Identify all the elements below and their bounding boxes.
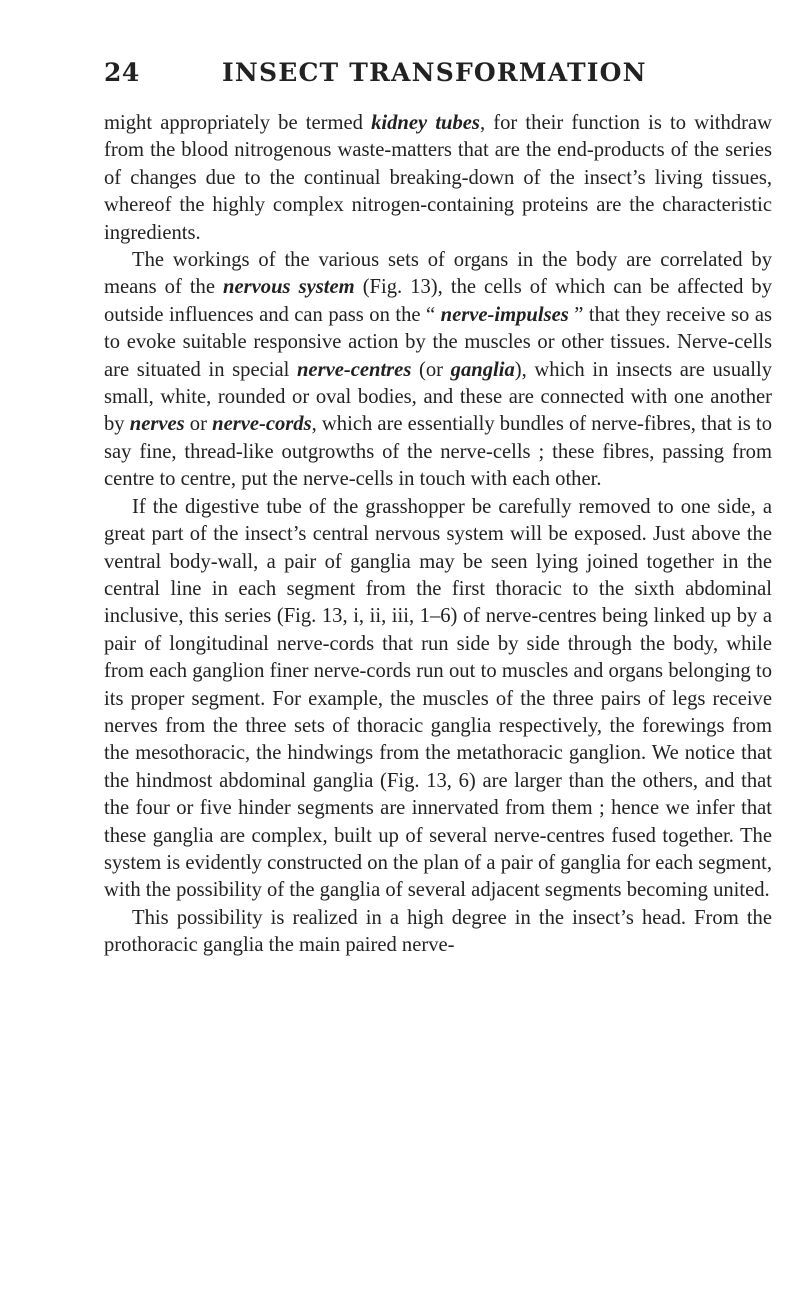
p2-text-b: (Fig. 13), the cells of which can be affected by outside influences and can pass on the “: [104, 276, 773, 326]
term-kidney-tubes: kidney tubes: [371, 112, 480, 134]
book-page: [104, 58, 772, 960]
running-title: INSECT TRANSFORMATION: [222, 58, 647, 87]
p2-text-e: ), which in insects are usually small, white, rounded or oval bodies, and these are connected with one another by: [104, 358, 773, 436]
p2-text-c: ” that they receive so as to evoke suitable responsive action by the muscles or other tissues. Nerve-cells are situated in special: [104, 303, 772, 381]
paragraph-3: If the digestive tube of the grasshopper be carefully removed to one side, a great part of the insect’s central nervous system will be exposed. Just above the ventral body-wall, a pair of ganglia may be seen lying joined together in the central line in each segment from the first thoracic to the sixth abdominal inclusive, this series (Fig. 13, i, ii, iii, 1–6) of nerve-centres being linked up by a pair of longitudinal nerve-cords that run side by side through the body, while from each ganglion finer nerve-cords run out to muscles and organs belonging to its proper segment. For example, the muscles of the three pairs of legs receive nerves from the three sets of thoracic ganglia respectively, the forewings from the mesothoracic, the hindwings from the metathoracic ganglion. We notice that the hindmost abdominal ganglia (Fig. 13, 6) are larger than the others, and that the four or five hinder segments are innervated from them ; hence we infer that these ganglia are complex, built up of several nerve-centres fused together. The system is evidently constructed on the plan of a pair of ganglia for each segment, with the possibility of the ganglia of several adjacent segments becoming united.: [104, 495, 772, 902]
p2-text-f: or: [184, 413, 213, 436]
body-text: [104, 110, 772, 960]
term-nervous-system: nervous system: [223, 276, 355, 299]
term-ganglia: ganglia: [450, 358, 515, 381]
p1-text-a: might appropriately be termed: [104, 112, 372, 134]
p2-text-a: The workings of the various sets of organs in the body are correlated by means of the: [104, 249, 772, 299]
paragraph-4: This possibility is realized in a high degree in the insect’s head. From the prothoracic ganglia the main paired nerve-: [104, 906, 772, 957]
p2-text-g: , which are essentially bundles of nerve-fibres, that is to say fine, thread-like outgrowths of the nerve-cells ; these fibres, passing from centre to centre, put the nerve-cells in touch with each other.: [104, 413, 772, 491]
term-nerve-centres: nerve-centres: [296, 358, 412, 381]
term-nerve-impulses: nerve-impulses: [440, 303, 569, 326]
page-header: [104, 58, 772, 98]
term-nerve-cords: nerve-cords: [212, 413, 312, 436]
p1-text-b: , for their function is to withdraw from the blood nitrogenous waste-matters that are the end-products of the series of changes due to the continual breaking-down of the insect’s living tissues, whereof the highly complex nitrogen-containing proteins are the characteristic ingredients.: [104, 112, 772, 244]
paragraph-1: [104, 110, 772, 247]
term-nerves: nerves: [129, 413, 185, 436]
p2-text-d: (or: [411, 358, 451, 381]
paragraph-2: [104, 247, 772, 494]
page-number: 24: [104, 58, 140, 87]
